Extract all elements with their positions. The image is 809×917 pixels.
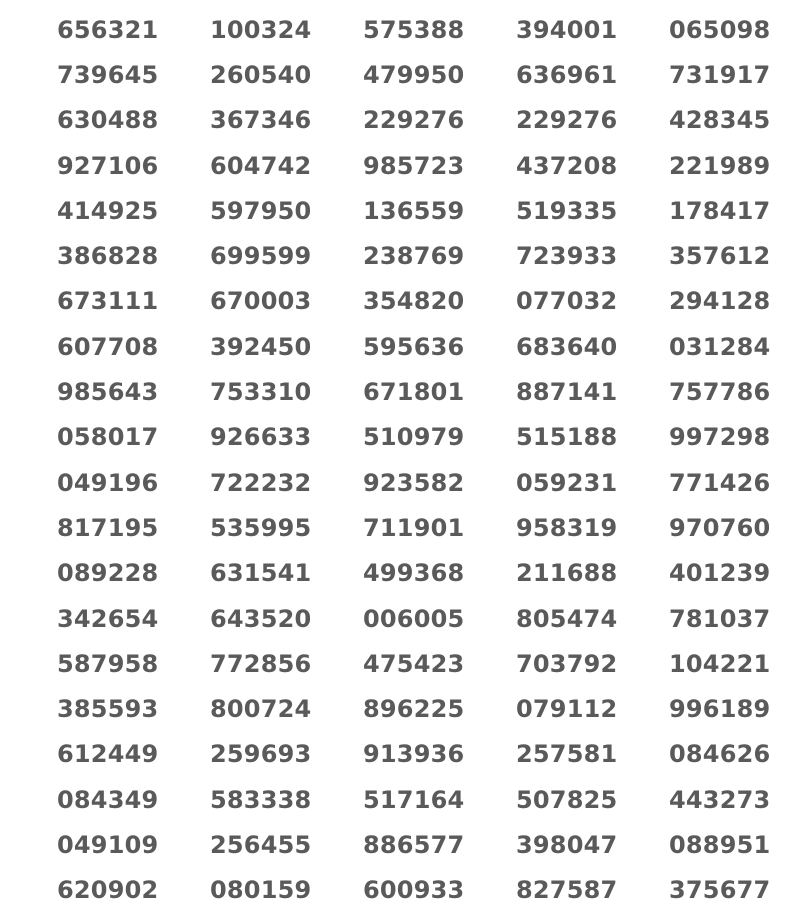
number-cell: 739645	[57, 60, 159, 89]
number-cell: 670003	[210, 287, 312, 316]
number-cell: 211688	[516, 559, 618, 588]
number-cell: 392450	[210, 332, 312, 361]
number-cell: 985723	[363, 151, 465, 180]
number-cell: 398047	[516, 830, 618, 859]
number-cell: 065098	[669, 15, 771, 44]
number-cell: 597950	[210, 196, 312, 225]
number-cell: 631541	[210, 559, 312, 588]
number-cell: 926633	[210, 423, 312, 452]
number-cell: 630488	[57, 106, 159, 135]
number-cell: 104221	[669, 649, 771, 678]
number-cell: 958319	[516, 513, 618, 542]
number-cell: 985643	[57, 378, 159, 407]
number-cell: 643520	[210, 604, 312, 633]
number-cell: 428345	[669, 106, 771, 135]
number-cell: 414925	[57, 196, 159, 225]
number-cell: 673111	[57, 287, 159, 316]
number-cell: 683640	[516, 332, 618, 361]
number-cell: 587958	[57, 649, 159, 678]
number-cell: 636961	[516, 60, 618, 89]
number-cell: 731917	[669, 60, 771, 89]
number-cell: 913936	[363, 740, 465, 769]
number-cell: 178417	[669, 196, 771, 225]
number-cell: 229276	[516, 106, 618, 135]
number-cell: 479950	[363, 60, 465, 89]
number-cell: 357612	[669, 242, 771, 271]
number-cell: 221989	[669, 151, 771, 180]
number-row	[0, 551, 809, 596]
number-row	[0, 369, 809, 414]
number-cell: 049196	[57, 468, 159, 497]
number-cell: 753310	[210, 378, 312, 407]
number-cell: 703792	[516, 649, 618, 678]
number-cell: 620902	[57, 876, 159, 905]
number-row	[0, 188, 809, 233]
number-cell: 757786	[669, 378, 771, 407]
number-cell: 100324	[210, 15, 312, 44]
number-cell: 723933	[516, 242, 618, 271]
number-row	[0, 596, 809, 641]
number-cell: 595636	[363, 332, 465, 361]
number-cell: 049109	[57, 830, 159, 859]
number-row	[0, 460, 809, 505]
number-row	[0, 324, 809, 369]
number-cell: 607708	[57, 332, 159, 361]
number-cell: 401239	[669, 559, 771, 588]
number-cell: 259693	[210, 740, 312, 769]
number-cell: 711901	[363, 513, 465, 542]
number-row	[0, 98, 809, 143]
number-cell: 887141	[516, 378, 618, 407]
number-cell: 699599	[210, 242, 312, 271]
number-cell: 088951	[669, 830, 771, 859]
number-row	[0, 868, 809, 913]
number-cell: 800724	[210, 695, 312, 724]
number-row	[0, 279, 809, 324]
number-cell: 386828	[57, 242, 159, 271]
number-cell: 079112	[516, 695, 618, 724]
number-cell: 294128	[669, 287, 771, 316]
number-cell: 006005	[363, 604, 465, 633]
number-row	[0, 415, 809, 460]
number-cell: 805474	[516, 604, 618, 633]
number-cell: 656321	[57, 15, 159, 44]
number-cell: 394001	[516, 15, 618, 44]
number-row	[0, 641, 809, 686]
number-cell: 031284	[669, 332, 771, 361]
number-cell: 077032	[516, 287, 618, 316]
number-cell: 475423	[363, 649, 465, 678]
number-cell: 443273	[669, 785, 771, 814]
number-cell: 827587	[516, 876, 618, 905]
number-cell: 229276	[363, 106, 465, 135]
number-cell: 535995	[210, 513, 312, 542]
number-cell: 817195	[57, 513, 159, 542]
number-cell: 996189	[669, 695, 771, 724]
number-cell: 260540	[210, 60, 312, 89]
number-cell: 058017	[57, 423, 159, 452]
number-row	[0, 233, 809, 278]
number-cell: 997298	[669, 423, 771, 452]
number-cell: 136559	[363, 196, 465, 225]
number-cell: 437208	[516, 151, 618, 180]
number-cell: 781037	[669, 604, 771, 633]
number-row	[0, 686, 809, 731]
number-cell: 375677	[669, 876, 771, 905]
number-cell: 257581	[516, 740, 618, 769]
number-cell: 896225	[363, 695, 465, 724]
number-cell: 510979	[363, 423, 465, 452]
number-cell: 600933	[363, 876, 465, 905]
number-row	[0, 777, 809, 822]
number-cell: 238769	[363, 242, 465, 271]
number-cell: 612449	[57, 740, 159, 769]
number-cell: 886577	[363, 830, 465, 859]
number-cell: 583338	[210, 785, 312, 814]
number-cell: 519335	[516, 196, 618, 225]
number-cell: 970760	[669, 513, 771, 542]
number-cell: 575388	[363, 15, 465, 44]
number-row	[0, 505, 809, 550]
number-cell: 722232	[210, 468, 312, 497]
number-cell: 515188	[516, 423, 618, 452]
number-cell: 342654	[57, 604, 159, 633]
number-cell: 059231	[516, 468, 618, 497]
number-cell: 772856	[210, 649, 312, 678]
number-cell: 923582	[363, 468, 465, 497]
number-cell: 671801	[363, 378, 465, 407]
number-cell: 084626	[669, 740, 771, 769]
number-row	[0, 52, 809, 97]
number-cell: 517164	[363, 785, 465, 814]
number-cell: 507825	[516, 785, 618, 814]
number-cell: 080159	[210, 876, 312, 905]
number-cell: 256455	[210, 830, 312, 859]
number-cell: 604742	[210, 151, 312, 180]
number-cell: 089228	[57, 559, 159, 588]
number-row	[0, 7, 809, 52]
number-cell: 354820	[363, 287, 465, 316]
number-cell: 927106	[57, 151, 159, 180]
number-cell: 367346	[210, 106, 312, 135]
number-cell: 499368	[363, 559, 465, 588]
number-cell: 385593	[57, 695, 159, 724]
number-row	[0, 822, 809, 867]
number-cell: 084349	[57, 785, 159, 814]
number-cell: 771426	[669, 468, 771, 497]
number-row	[0, 143, 809, 188]
number-row	[0, 732, 809, 777]
